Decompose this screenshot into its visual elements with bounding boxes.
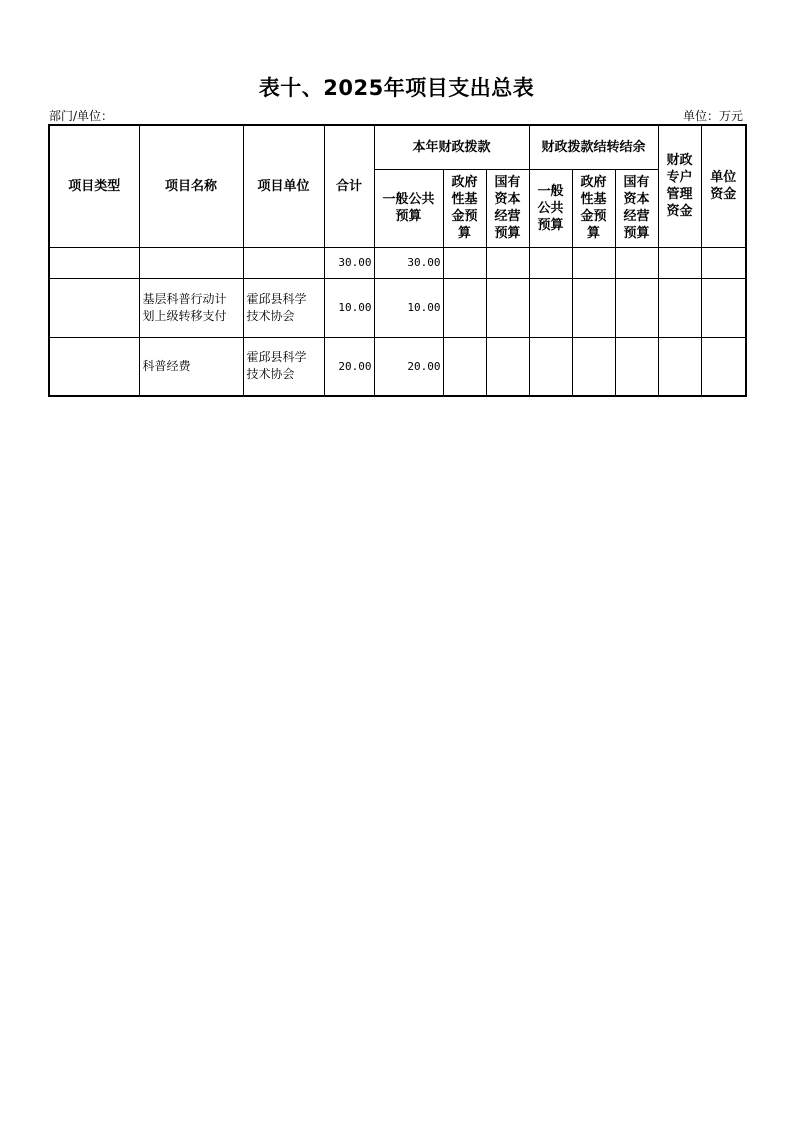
header-state-capital-budget: 国有 资本 经营 预算	[486, 169, 529, 247]
cell-total: 30.00	[324, 247, 374, 278]
cell-name	[139, 247, 243, 278]
cell-carry-general	[529, 278, 572, 337]
header-carry-gov-fund-budget: 政府 性基 金预 算	[572, 169, 615, 247]
page-title: 表十、2025年项目支出总表	[258, 76, 535, 100]
cell-unit-fund	[701, 278, 746, 337]
cell-gov-fund	[443, 278, 486, 337]
cell-total: 20.00	[324, 337, 374, 396]
project-expenditure-table	[48, 124, 747, 397]
cell-unit: 霍邱县科学 技术协会	[243, 278, 324, 337]
header-carry-general-budget: 一般 公共 预算	[529, 169, 572, 247]
table-row	[49, 278, 746, 337]
cell-carry-state-capital	[615, 278, 658, 337]
header-project-name: 项目名称	[139, 125, 243, 247]
cell-gov-fund	[443, 337, 486, 396]
cell-special-fund	[658, 337, 701, 396]
cell-special-fund	[658, 247, 701, 278]
cell-type	[49, 337, 139, 396]
unit-label: 单位：万元	[682, 109, 743, 123]
cell-unit-fund	[701, 247, 746, 278]
header-current-appropriation: 本年财政拨款	[374, 125, 529, 169]
cell-carry-gov-fund	[572, 278, 615, 337]
cell-type	[49, 278, 139, 337]
header-carryover: 财政拨款结转结余	[529, 125, 658, 169]
cell-type	[49, 247, 139, 278]
header-unit-fund: 单位 资金	[701, 125, 746, 247]
header-special-account-fund: 财政 专户 管理 资金	[658, 125, 701, 247]
table-row	[49, 247, 746, 278]
cell-carry-general	[529, 337, 572, 396]
table-row	[49, 337, 746, 396]
cell-general: 20.00	[374, 337, 443, 396]
cell-carry-state-capital	[615, 247, 658, 278]
header-project-type: 项目类型	[49, 125, 139, 247]
header-project-unit: 项目单位	[243, 125, 324, 247]
cell-name: 科普经费	[139, 337, 243, 396]
cell-unit: 霍邱县科学 技术协会	[243, 337, 324, 396]
cell-unit	[243, 247, 324, 278]
cell-general: 10.00	[374, 278, 443, 337]
cell-carry-state-capital	[615, 337, 658, 396]
cell-total: 10.00	[324, 278, 374, 337]
cell-carry-gov-fund	[572, 337, 615, 396]
cell-special-fund	[658, 278, 701, 337]
department-label: 部门/单位：	[49, 109, 114, 123]
cell-name: 基层科普行动计 划上级转移支付	[139, 278, 243, 337]
cell-general: 30.00	[374, 247, 443, 278]
header-carry-state-capital-budget: 国有 资本 经营 预算	[615, 169, 658, 247]
cell-unit-fund	[701, 337, 746, 396]
header-total: 合计	[324, 125, 374, 247]
cell-gov-fund	[443, 247, 486, 278]
cell-state-capital	[486, 278, 529, 337]
cell-carry-gov-fund	[572, 247, 615, 278]
cell-state-capital	[486, 337, 529, 396]
cell-state-capital	[486, 247, 529, 278]
header-gov-fund-budget: 政府 性基 金预 算	[443, 169, 486, 247]
cell-carry-general	[529, 247, 572, 278]
header-general-budget: 一般公共 预算	[374, 169, 443, 247]
